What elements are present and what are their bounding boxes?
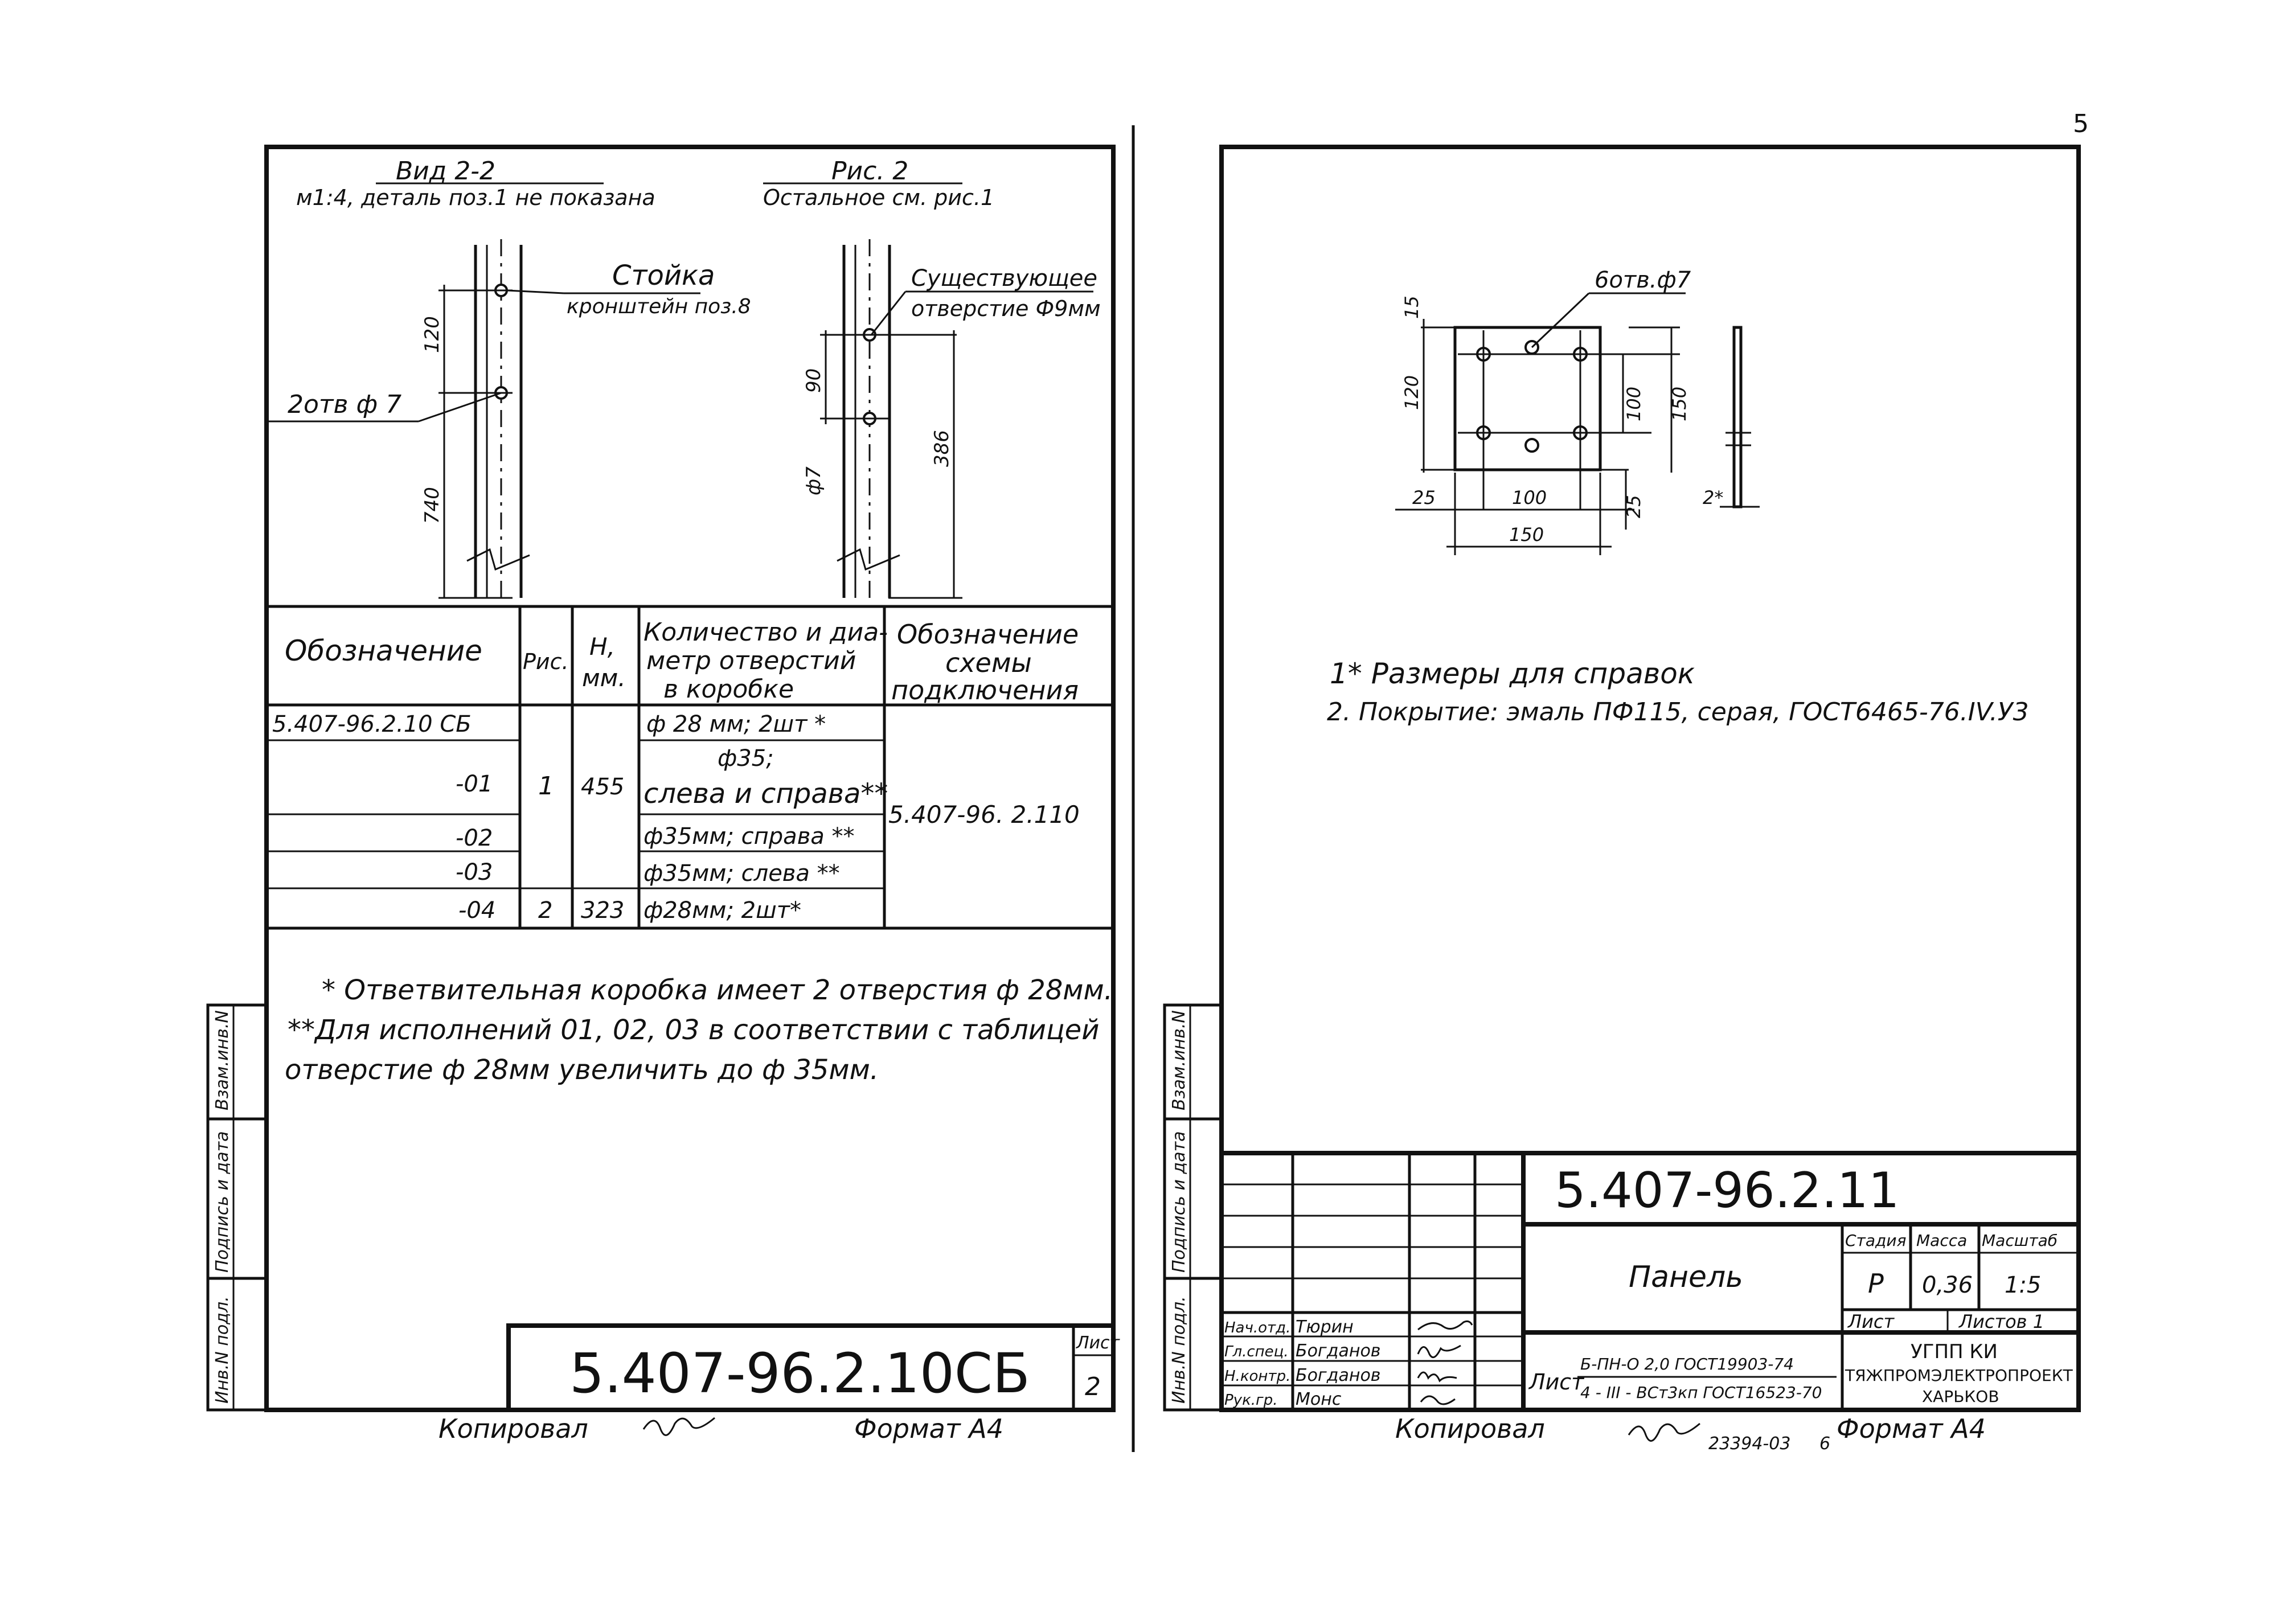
right-note-2: 2. Покрытие: эмаль ПФ115, серая, ГОСТ6465-76.IV.У3 <box>1327 698 2029 727</box>
tb-signature-3 <box>1421 1396 1455 1404</box>
right-note-1: 1* Размеры для справок <box>1330 657 1695 690</box>
th-holes-1: Количество и диа- <box>644 618 888 647</box>
r3-holes: ф35мм; слева ** <box>644 860 840 887</box>
th-scheme-2: схемы <box>945 647 1032 678</box>
left-sheet <box>208 147 1121 1444</box>
tb-org-2: ТЯЖПРОМЭЛЕКТРОПРОЕКТ <box>1845 1366 2073 1385</box>
dim-150-v: 150 <box>1669 386 1690 421</box>
group-h: 455 <box>581 774 625 800</box>
th-fig: Рис. <box>523 649 569 674</box>
right-format: Формат А4 <box>1837 1413 1986 1444</box>
left-note-2: **Для исполнений 01, 02, 03 в соответствии с таблицей <box>288 1014 1100 1046</box>
tb-stage-label: Стадия <box>1845 1231 1907 1250</box>
label-existing-1: Существующее <box>911 265 1097 292</box>
r0-holes: ф 28 мм; 2шт * <box>646 711 826 737</box>
left-sheet-number: 2 <box>1085 1372 1101 1401</box>
label-post: Стойка <box>612 260 715 292</box>
tb-name-1: Богданов <box>1296 1341 1381 1361</box>
fig-title: Рис. 2 <box>831 157 909 186</box>
left-stamp-vzam: Взам.инв.N <box>212 1010 232 1110</box>
tb-mass: 0,36 <box>1922 1272 1973 1298</box>
tb-name-0: Тюрин <box>1296 1317 1354 1337</box>
tb-org-3: ХАРЬКОВ <box>1922 1387 1999 1406</box>
page-number: 5 <box>2073 109 2089 138</box>
r4-designation: -04 <box>458 897 496 924</box>
left-sheet-label: Лист <box>1076 1333 1120 1353</box>
view-title: Вид 2-2 <box>396 157 496 186</box>
dim-25-right: 25 <box>1623 495 1645 518</box>
tb-scale-label: Масштаб <box>1982 1231 2058 1250</box>
dim-120-right: 120 <box>1401 375 1423 410</box>
right-frame <box>1222 147 2079 1410</box>
r1-holes-1: ф35; <box>718 745 774 772</box>
dim-90: 90 <box>802 368 825 393</box>
tb-material-1: Б-ПН-О 2,0 ГОСТ19903-74 <box>1580 1355 1794 1373</box>
r2-holes: ф35мм; справа ** <box>644 823 855 850</box>
tb-stage: Р <box>1868 1268 1884 1299</box>
versions-table <box>267 606 1113 928</box>
tb-role-0: Нач.отд. <box>1224 1319 1291 1336</box>
r0-designation: 5.407-96.2.10 СБ <box>272 711 472 737</box>
tb-signature-0 <box>1418 1321 1472 1330</box>
r2-designation: -02 <box>456 825 493 851</box>
tb-sheets-label: Листов 1 <box>1959 1311 2045 1332</box>
right-side-stamp <box>1165 1005 1222 1410</box>
r3-designation: -03 <box>456 859 493 885</box>
tb-signature-2 <box>1418 1372 1457 1381</box>
dim-2: 2* <box>1703 487 1724 508</box>
tb-scale: 1:5 <box>2005 1272 2042 1298</box>
left-code-box <box>509 1326 1121 1410</box>
th-holes-3: в коробке <box>663 675 794 704</box>
tb-role-1: Гл.спец. <box>1224 1343 1289 1360</box>
scheme-code: 5.407-96. 2.110 <box>888 801 1080 829</box>
dim-150-h: 150 <box>1509 524 1544 546</box>
dim-120-left: 120 <box>421 316 444 353</box>
left-format: Формат А4 <box>854 1413 1003 1444</box>
label-bracket: кронштейн поз.8 <box>567 295 751 318</box>
left-copied: Копировал <box>438 1413 588 1444</box>
tb-name-3: Монс <box>1296 1389 1342 1409</box>
right-stamp-podpis: Подпись и дата <box>1169 1131 1189 1273</box>
tb-role-2: Н.контр. <box>1224 1368 1291 1385</box>
dim-386: 386 <box>931 430 953 467</box>
left-signature <box>644 1418 715 1435</box>
th-holes-2: метр отверстий <box>646 646 856 675</box>
tb-sheet-label: Лист <box>1848 1311 1895 1332</box>
left-note-1: * Ответвительная коробка имеет 2 отверстия ф 28мм. <box>322 974 1113 1006</box>
r4-holes: ф28мм; 2шт* <box>644 897 801 924</box>
view-subtitle: м1:4, деталь поз.1 не показана <box>296 185 655 210</box>
right-sheet <box>1165 147 2079 1454</box>
tb-mass-label: Масса <box>1916 1231 1968 1250</box>
right-copied: Копировал <box>1395 1413 1545 1444</box>
dim-15: 15 <box>1401 296 1423 319</box>
th-h-1: Н, <box>589 633 615 661</box>
right-order-no: 23394-03 <box>1708 1434 1791 1454</box>
tb-material-label: Лист <box>1529 1369 1584 1395</box>
label-holes: 2отв ф 7 <box>288 390 402 419</box>
dim-100-h: 100 <box>1512 487 1547 508</box>
tb-name: Панель <box>1629 1260 1743 1294</box>
right-stamp-inv: Инв.N подл. <box>1169 1296 1189 1404</box>
left-note-3: отверстие ф 28мм увеличить до ф 35мм. <box>285 1054 879 1086</box>
right-stamp-vzam: Взам.инв.N <box>1169 1010 1189 1110</box>
r4-fig: 2 <box>538 897 553 924</box>
fig-subtitle: Остальное см. рис.1 <box>763 185 995 210</box>
group-fig: 1 <box>538 772 554 801</box>
label-existing-2: отверстие Ф9мм <box>911 296 1101 321</box>
left-stamp-podpis: Подпись и дата <box>212 1131 232 1273</box>
th-scheme-1: Обозначение <box>897 619 1079 650</box>
th-designation: Обозначение <box>285 634 482 667</box>
r4-h: 323 <box>581 897 625 924</box>
dim-holes: 6отв.ф7 <box>1595 267 1691 293</box>
tb-material-2: 4 - III - ВСт3кп ГОСТ16523-70 <box>1580 1383 1822 1402</box>
panel-drawing <box>1395 267 1760 555</box>
tb-org-1: УГПП КИ <box>1911 1340 1998 1363</box>
left-side-stamp <box>208 1005 267 1410</box>
title-block <box>1222 1153 2079 1410</box>
dim-740: 740 <box>421 487 444 524</box>
left-stamp-inv: Инв.N подл. <box>212 1296 232 1404</box>
r1-holes-2: слева и справа** <box>644 778 888 810</box>
r1-designation: -01 <box>456 771 493 797</box>
tb-signature-1 <box>1418 1346 1461 1358</box>
right-sheet-no: 6 <box>1819 1434 1831 1454</box>
th-h-2: мм. <box>582 664 626 692</box>
tb-doc-code: 5.407-96.2.11 <box>1555 1162 1900 1219</box>
tb-name-2: Богданов <box>1296 1365 1381 1385</box>
dim-25-left: 25 <box>1412 487 1436 508</box>
th-scheme-3: подключения <box>891 675 1079 706</box>
dim-100-v: 100 <box>1623 386 1645 421</box>
right-signature <box>1629 1424 1700 1441</box>
left-doc-code: 5.407-96.2.10СБ <box>569 1342 1030 1405</box>
post-fig-2 <box>802 239 962 604</box>
dim-phi7: ф7 <box>802 466 825 495</box>
tb-role-3: Рук.гр. <box>1224 1392 1278 1409</box>
post-view-2-2 <box>421 239 530 604</box>
